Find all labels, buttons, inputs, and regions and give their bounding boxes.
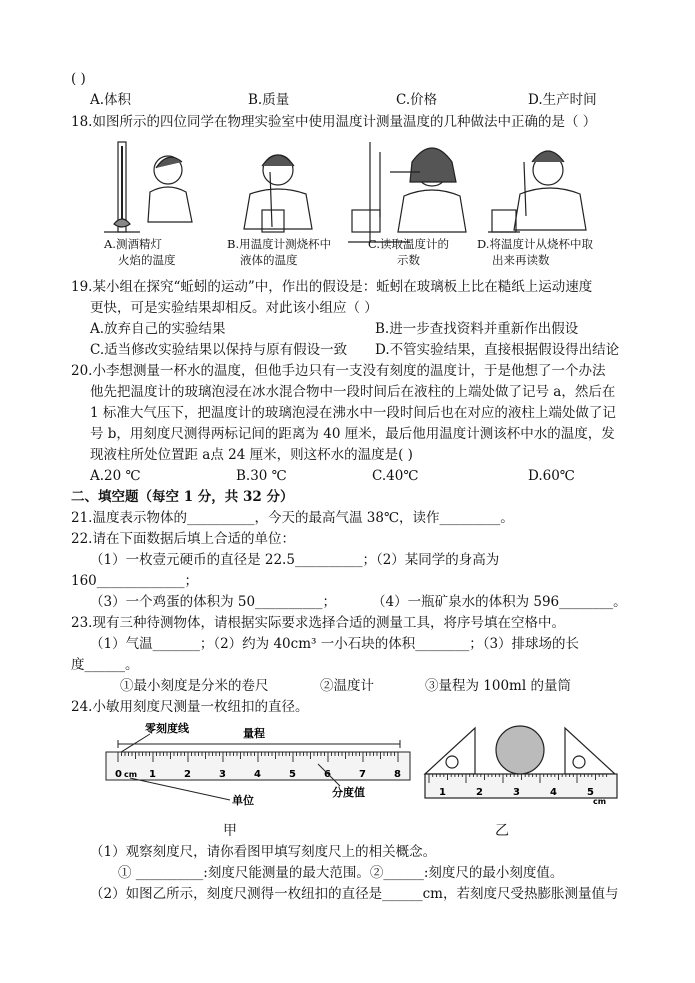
option-b: B.质量	[248, 92, 290, 108]
tick-label-3: 3	[219, 769, 226, 780]
ruler-figure-jia	[100, 720, 420, 820]
yi-tick-label-1: 1	[439, 787, 446, 798]
q24-part-1: （1）观察刻度尺，请你看图甲填写刻度尺上的相关概念。	[90, 844, 437, 860]
q22-line-1: （1）一枚壹元硬币的直径是 22.5__________；（2）某同学的身高为	[90, 552, 500, 568]
caption-a-2: 火焰的温度	[118, 253, 176, 267]
range-label: 量程	[243, 727, 265, 740]
q20-option-d: D.60℃	[528, 468, 575, 484]
thermometer-illustrations	[0, 132, 695, 252]
q23-tool-1: ①最小刻度是分米的卷尺	[120, 678, 269, 694]
q20-line-1: 20.小李想测量一杯水的温度，但他手边只有一支没有刻度的温度计，于是他想了一个办法	[71, 363, 606, 379]
tick-label-0: 0	[115, 769, 122, 780]
tick-label-5: 5	[289, 769, 296, 780]
tick-label-8: 8	[394, 769, 401, 780]
q24-stem: 24.小敏用刻度尺测量一枚纽扣的直径。	[71, 699, 309, 715]
q22-line-2: 160_____________；	[71, 573, 199, 589]
q20-option-a: A.20 ℃	[90, 468, 141, 484]
q19-line-1: 19.某小组在探究“蚯蚓的运动”中，作出的假设是：蚯蚓在玻璃板上比在糙纸上运动速度	[71, 279, 593, 295]
zero-mark-label: 零刻度线	[145, 722, 189, 735]
division-label: 分度值	[332, 786, 365, 799]
caption-jia: 甲	[223, 823, 237, 839]
section-heading: 二、填空题（每空 1 分，共 32 分）	[71, 489, 294, 505]
tick-label-1: 1	[149, 769, 156, 780]
yi-tick-label-3: 3	[513, 787, 520, 798]
question-paren: ( )	[71, 71, 86, 87]
caption-b-2: 液体的温度	[240, 253, 298, 267]
q20-line-5: 现液柱所处位置距 a点 24 厘米，则这杯水的温度是( )	[90, 447, 413, 463]
q23-line-2: 度______。	[71, 657, 139, 673]
unit-label: 单位	[232, 794, 254, 807]
option-d: D.生产时间	[528, 92, 597, 108]
q19-line-2: 更快，可是实验结果却相反。对此该小组应（ ）	[90, 300, 378, 316]
q20-line-3: 1 标准大气压下，把温度计的玻璃泡浸在沸水中一段时间后也在对应的液柱上端处做了记	[90, 405, 616, 421]
caption-c-1: C.读取温度计的	[368, 237, 450, 251]
tick-label-2: 2	[184, 769, 191, 780]
ruler-figure-yi	[415, 720, 625, 820]
tick-label-4: 4	[254, 769, 261, 780]
unit-cm-label: cm	[124, 770, 138, 779]
q24-part-2: （2）如图乙所示，刻度尺测得一枚纽扣的直径是______cm，若刻度尺受热膨胀测量值与	[90, 886, 619, 902]
yi-tick-label-4: 4	[550, 787, 557, 798]
caption-d-1: D.将温度计从烧杯中取	[477, 237, 593, 251]
caption-b-1: B.用温度计测烧杯中	[227, 237, 332, 251]
q18-stem: 18.如图所示的四位同学在物理实验室中使用温度计测量温度的几种做法中正确的是（ ）	[71, 114, 597, 130]
caption-yi: 乙	[495, 823, 509, 839]
q22-line-3a: （3）一个鸡蛋的体积为 50__________；	[90, 594, 337, 610]
button-disc	[496, 726, 544, 774]
tick-label-6: 6	[324, 769, 331, 780]
q23-stem: 23.现有三种待测物体，请根据实际要求选择合适的测量工具，将序号填在空格中。	[71, 615, 565, 631]
q20-option-c: C.40℃	[372, 468, 419, 484]
caption-a-1: A.测酒精灯	[104, 237, 162, 251]
q21: 21.温度表示物体的__________，今天的最高气温 38℃，读作_________。	[71, 510, 514, 526]
caption-c-2: 示数	[397, 253, 420, 267]
yi-unit-cm: cm	[593, 797, 607, 806]
q23-tool-3: ③量程为 100ml 的量筒	[425, 678, 571, 694]
q20-option-b: B.30 ℃	[236, 468, 287, 484]
yi-tick-label-5: 5	[587, 787, 594, 798]
q23-line-1: （1）气温_______；（2）约为 40cm³ 一小石块的体积________；（3）排球场的长	[90, 636, 580, 652]
q20-line-4: 号 b，用刻度尺测得两标记间的距离为 40 厘米，最后他用温度计测该杯中水的温度，发	[90, 426, 615, 442]
caption-d-2: 出来再读数	[492, 253, 550, 267]
q20-line-2: 他先把温度计的玻璃泡浸在冰水混合物中一段时间后在液柱的上端处做了记号 a，然后在	[90, 384, 616, 400]
q19-option-d: D.不管实验结果，直接根据假设得出结论	[375, 342, 620, 358]
q19-option-c: C.适当修改实验结果以保持与原有假设一致	[90, 342, 348, 358]
q19-option-a: A.放弃自己的实验结果	[90, 321, 226, 337]
tick-label-7: 7	[359, 769, 366, 780]
yi-tick-label-2: 2	[476, 787, 483, 798]
option-a: A.体积	[90, 92, 132, 108]
q24-part-1-blanks: ① __________:刻度尺能测量的最大范围。②______:刻度尺的最小刻度值。	[118, 865, 564, 881]
q22-stem: 22.请在下面数据后填上合适的单位：	[71, 531, 295, 547]
q22-line-3b: （4）一瓶矿泉水的体积为 596________。	[372, 594, 627, 610]
q23-tool-2: ②温度计	[320, 678, 374, 694]
option-c: C.价格	[396, 92, 438, 108]
q19-option-b: B.进一步查找资料并重新作出假设	[375, 321, 579, 337]
